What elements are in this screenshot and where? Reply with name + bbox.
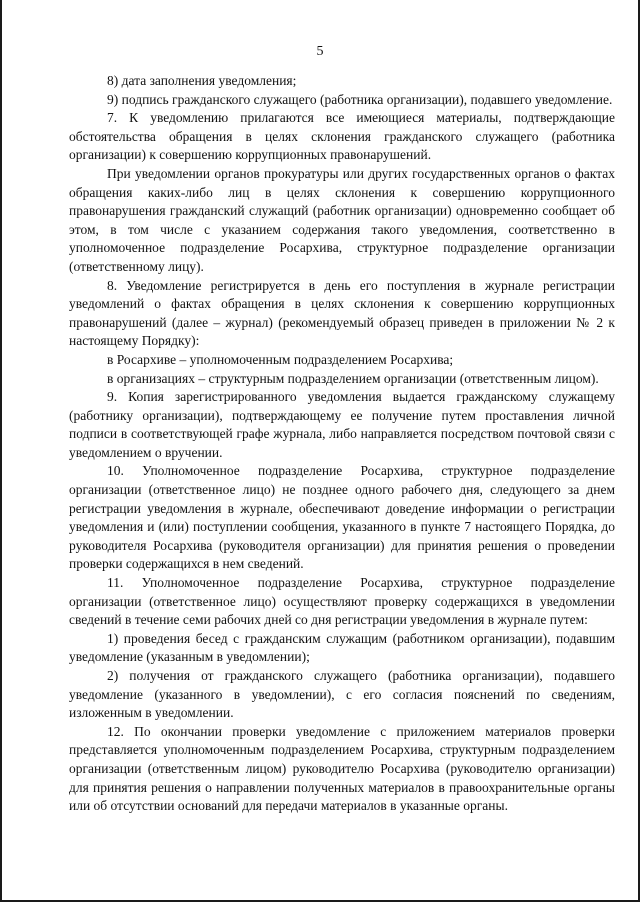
paragraph-clause-11: 11. Уполномоченное подразделение Росархива, структурное подразделение организации (ответственное лицо) осуществляют проверку содержащихся в уведомлении сведений в течение семи рабочих дней со дня регистрации уведомления в журнале путем:	[69, 575, 615, 628]
paragraph-prosecutor-notice: При уведомлении органов прокуратуры или других государственных органов о фактах обращения каких-либо лиц в целях склонения к совершению коррупционного правонарушения гражданский служащий (работник организации) одновременно сообщает об этом, в том числе с указанием содержания такого уведомления, соответственно в уполномоченное подразделение Росархива, структурное подразделение организации (ответственному лицу).	[69, 165, 615, 274]
paragraph-subitem-2: 2) получения от гражданского служащего (работника организации), подавшего уведомление (указанного в уведомлении), с его согласия пояснений по сведениям, изложенным в уведомлении.	[69, 668, 615, 721]
paragraph-rosarkhiv: в Росархиве – уполномоченным подразделением Росархива;	[107, 351, 454, 367]
paragraph-subitem-1: 1) проведения бесед с гражданским служащим (работником организации), подавшим уведомление (указанным в уведомлении);	[69, 630, 615, 665]
paragraph-clause-10: 10. Уполномоченное подразделение Росархива, структурное подразделение организации (ответственное лицо) не позднее одного рабочего дня, следующего за днем регистрации уведомления в журнале, обеспечивают доведение информации о регистрации уведомления и (или) поступлении сообщения, указанного в пункте 7 настоящего Порядка, до руководителя Росархива (руководителя организации) для принятия решения о проведении проверки содержащихся в нем сведений.	[69, 463, 615, 572]
paragraph-clause-8: 8. Уведомление регистрируется в день его поступления в журнале регистрации уведомлений о фактах обращения в целях склонения к совершению коррупционных правонарушений (далее – журнал) (рекомендуемый образец приведен в приложении № 2 к настоящему Порядку):	[69, 277, 615, 349]
page-number: 5	[316, 44, 324, 59]
paragraph-organizations: в организациях – структурным подразделением организации (ответственным лицом).	[107, 370, 599, 386]
paragraph-clause-12: 12. По окончании проверки уведомление с приложением материалов проверки представляется уполномоченным подразделением Росархива, структурным подразделением организации (ответственным лицом) руководителю Росархива (руководителю организации) для принятия решения о направлении полученных материалов в правоохранительные органы или об отсутствии оснований для передачи материалов в указанные органы.	[69, 723, 615, 814]
paragraph-item-8: 8) дата заполнения уведомления;	[107, 73, 297, 88]
document-body	[69, 72, 615, 816]
paragraph-clause-7: 7. К уведомлению прилагаются все имеющиеся материалы, подтверждающие обстоятельства обращения в целях склонения гражданского служащего (работника организации) к совершению коррупционных правонарушений.	[69, 110, 615, 163]
paragraph-clause-9: 9. Копия зарегистрированного уведомления выдается гражданскому служащему (работнику организации), подтверждающему ее получение путем проставления личной подписи в соответствующей графе журнала, либо направляется посредством почтовой связи с уведомлением о вручении.	[69, 389, 615, 460]
paragraph-item-9: 9) подпись гражданского служащего (работника организации), подавшего уведомление.	[107, 91, 613, 107]
